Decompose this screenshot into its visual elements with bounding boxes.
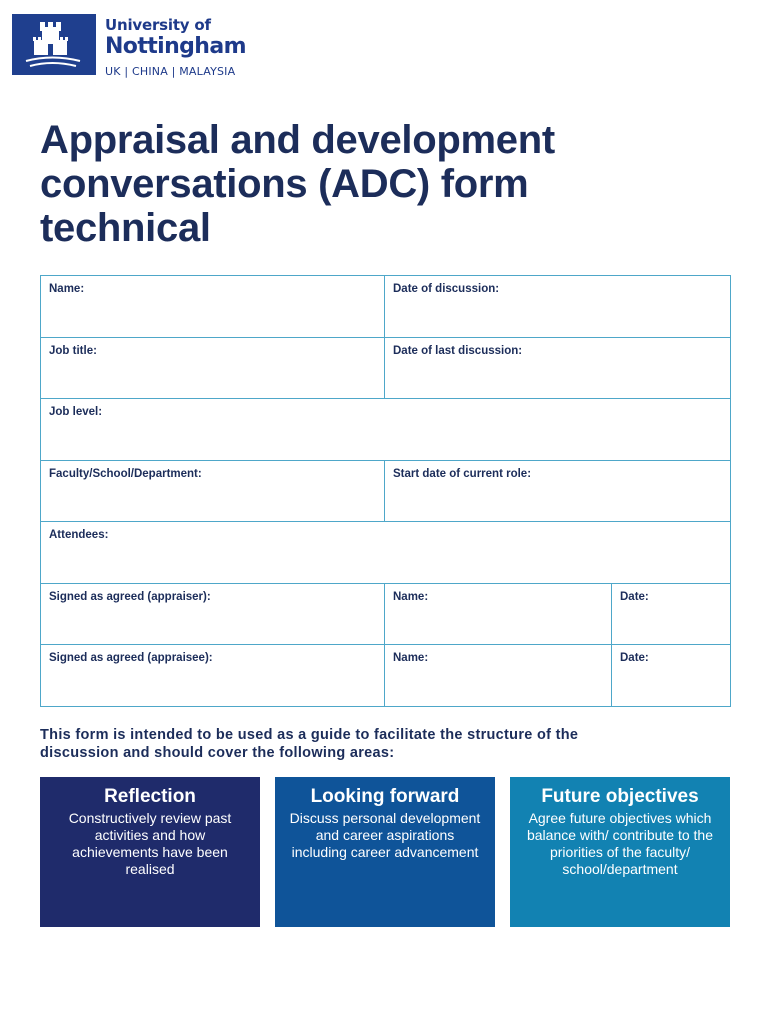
form-row-job-title bbox=[41, 337, 731, 399]
page-title: Appraisal and development conversations (ADC) form technical bbox=[40, 118, 555, 250]
form-row-name bbox=[41, 276, 731, 338]
appraiser-date-label: Date: bbox=[620, 590, 649, 603]
area-text-reflection: Constructively review past activities and how achievements have been realised bbox=[68, 810, 232, 877]
form-row-faculty bbox=[41, 460, 731, 522]
start-date-label: Start date of current role: bbox=[393, 467, 532, 480]
date-of-discussion-label: Date of discussion: bbox=[393, 283, 500, 295]
area-text-looking-forward: Discuss personal development and career aspirations including career advancement bbox=[289, 810, 481, 860]
job-title-field[interactable] bbox=[41, 337, 385, 399]
job-level-field[interactable] bbox=[41, 399, 731, 461]
start-date-field[interactable] bbox=[385, 460, 731, 522]
area-text-future-objectives: Agree future objectives which balance with/ contribute to the priorities of the faculty/ school/department bbox=[526, 810, 713, 877]
form-row-attendees bbox=[41, 522, 731, 584]
castle-icon bbox=[12, 14, 96, 75]
university-wordmark bbox=[105, 16, 246, 80]
logo-line-campuses: UK | CHINA | MALAYSIA bbox=[105, 65, 236, 78]
date-of-discussion-field[interactable] bbox=[385, 276, 731, 338]
attendees-field[interactable] bbox=[41, 522, 731, 584]
appraiser-name-field[interactable] bbox=[385, 583, 612, 645]
intro-text: This form is intended to be used as a guide to facilitate the structure of the discussion and should cover the following areas: bbox=[40, 727, 579, 761]
area-title-looking-forward: Looking forward bbox=[310, 786, 460, 807]
university-logo bbox=[12, 14, 96, 75]
faculty-field[interactable] bbox=[41, 460, 385, 522]
date-of-last-discussion-field[interactable] bbox=[385, 337, 731, 399]
area-box-future-objectives bbox=[510, 777, 730, 927]
appraiser-name-label: Name: bbox=[393, 590, 429, 603]
form-row-job-level bbox=[41, 399, 731, 461]
appraiser-signature-field[interactable] bbox=[41, 583, 385, 645]
faculty-label: Faculty/School/Department: bbox=[49, 467, 202, 480]
appraisee-date-field[interactable] bbox=[612, 645, 731, 707]
appraiser-date-field[interactable] bbox=[612, 583, 731, 645]
adc-details-form bbox=[40, 275, 731, 707]
area-box-reflection bbox=[40, 777, 260, 927]
appraisee-signature-label: Signed as agreed (appraisee): bbox=[49, 652, 213, 664]
appraisee-signature-field[interactable] bbox=[41, 645, 385, 707]
area-title-reflection: Reflection bbox=[104, 786, 196, 807]
area-box-looking-forward bbox=[275, 777, 495, 927]
logo-line-university-of: University of bbox=[105, 16, 211, 34]
appraiser-signature-label: Signed as agreed (appraiser): bbox=[49, 590, 211, 603]
form-row-appraiser-signature bbox=[41, 583, 731, 645]
name-field[interactable] bbox=[41, 276, 385, 338]
appraisee-name-label: Name: bbox=[393, 652, 429, 664]
appraisee-name-field[interactable] bbox=[385, 645, 612, 707]
date-of-last-discussion-label: Date of last discussion: bbox=[393, 344, 523, 357]
form-row-appraisee-signature bbox=[41, 645, 731, 707]
job-title-label: Job title: bbox=[49, 344, 97, 357]
attendees-label: Attendees: bbox=[49, 529, 109, 541]
name-label: Name: bbox=[49, 283, 85, 295]
area-title-future-objectives: Future objectives bbox=[541, 786, 699, 807]
appraisee-date-label: Date: bbox=[620, 652, 649, 664]
logo-line-nottingham: Nottingham bbox=[105, 34, 246, 59]
job-level-label: Job level: bbox=[49, 406, 103, 418]
